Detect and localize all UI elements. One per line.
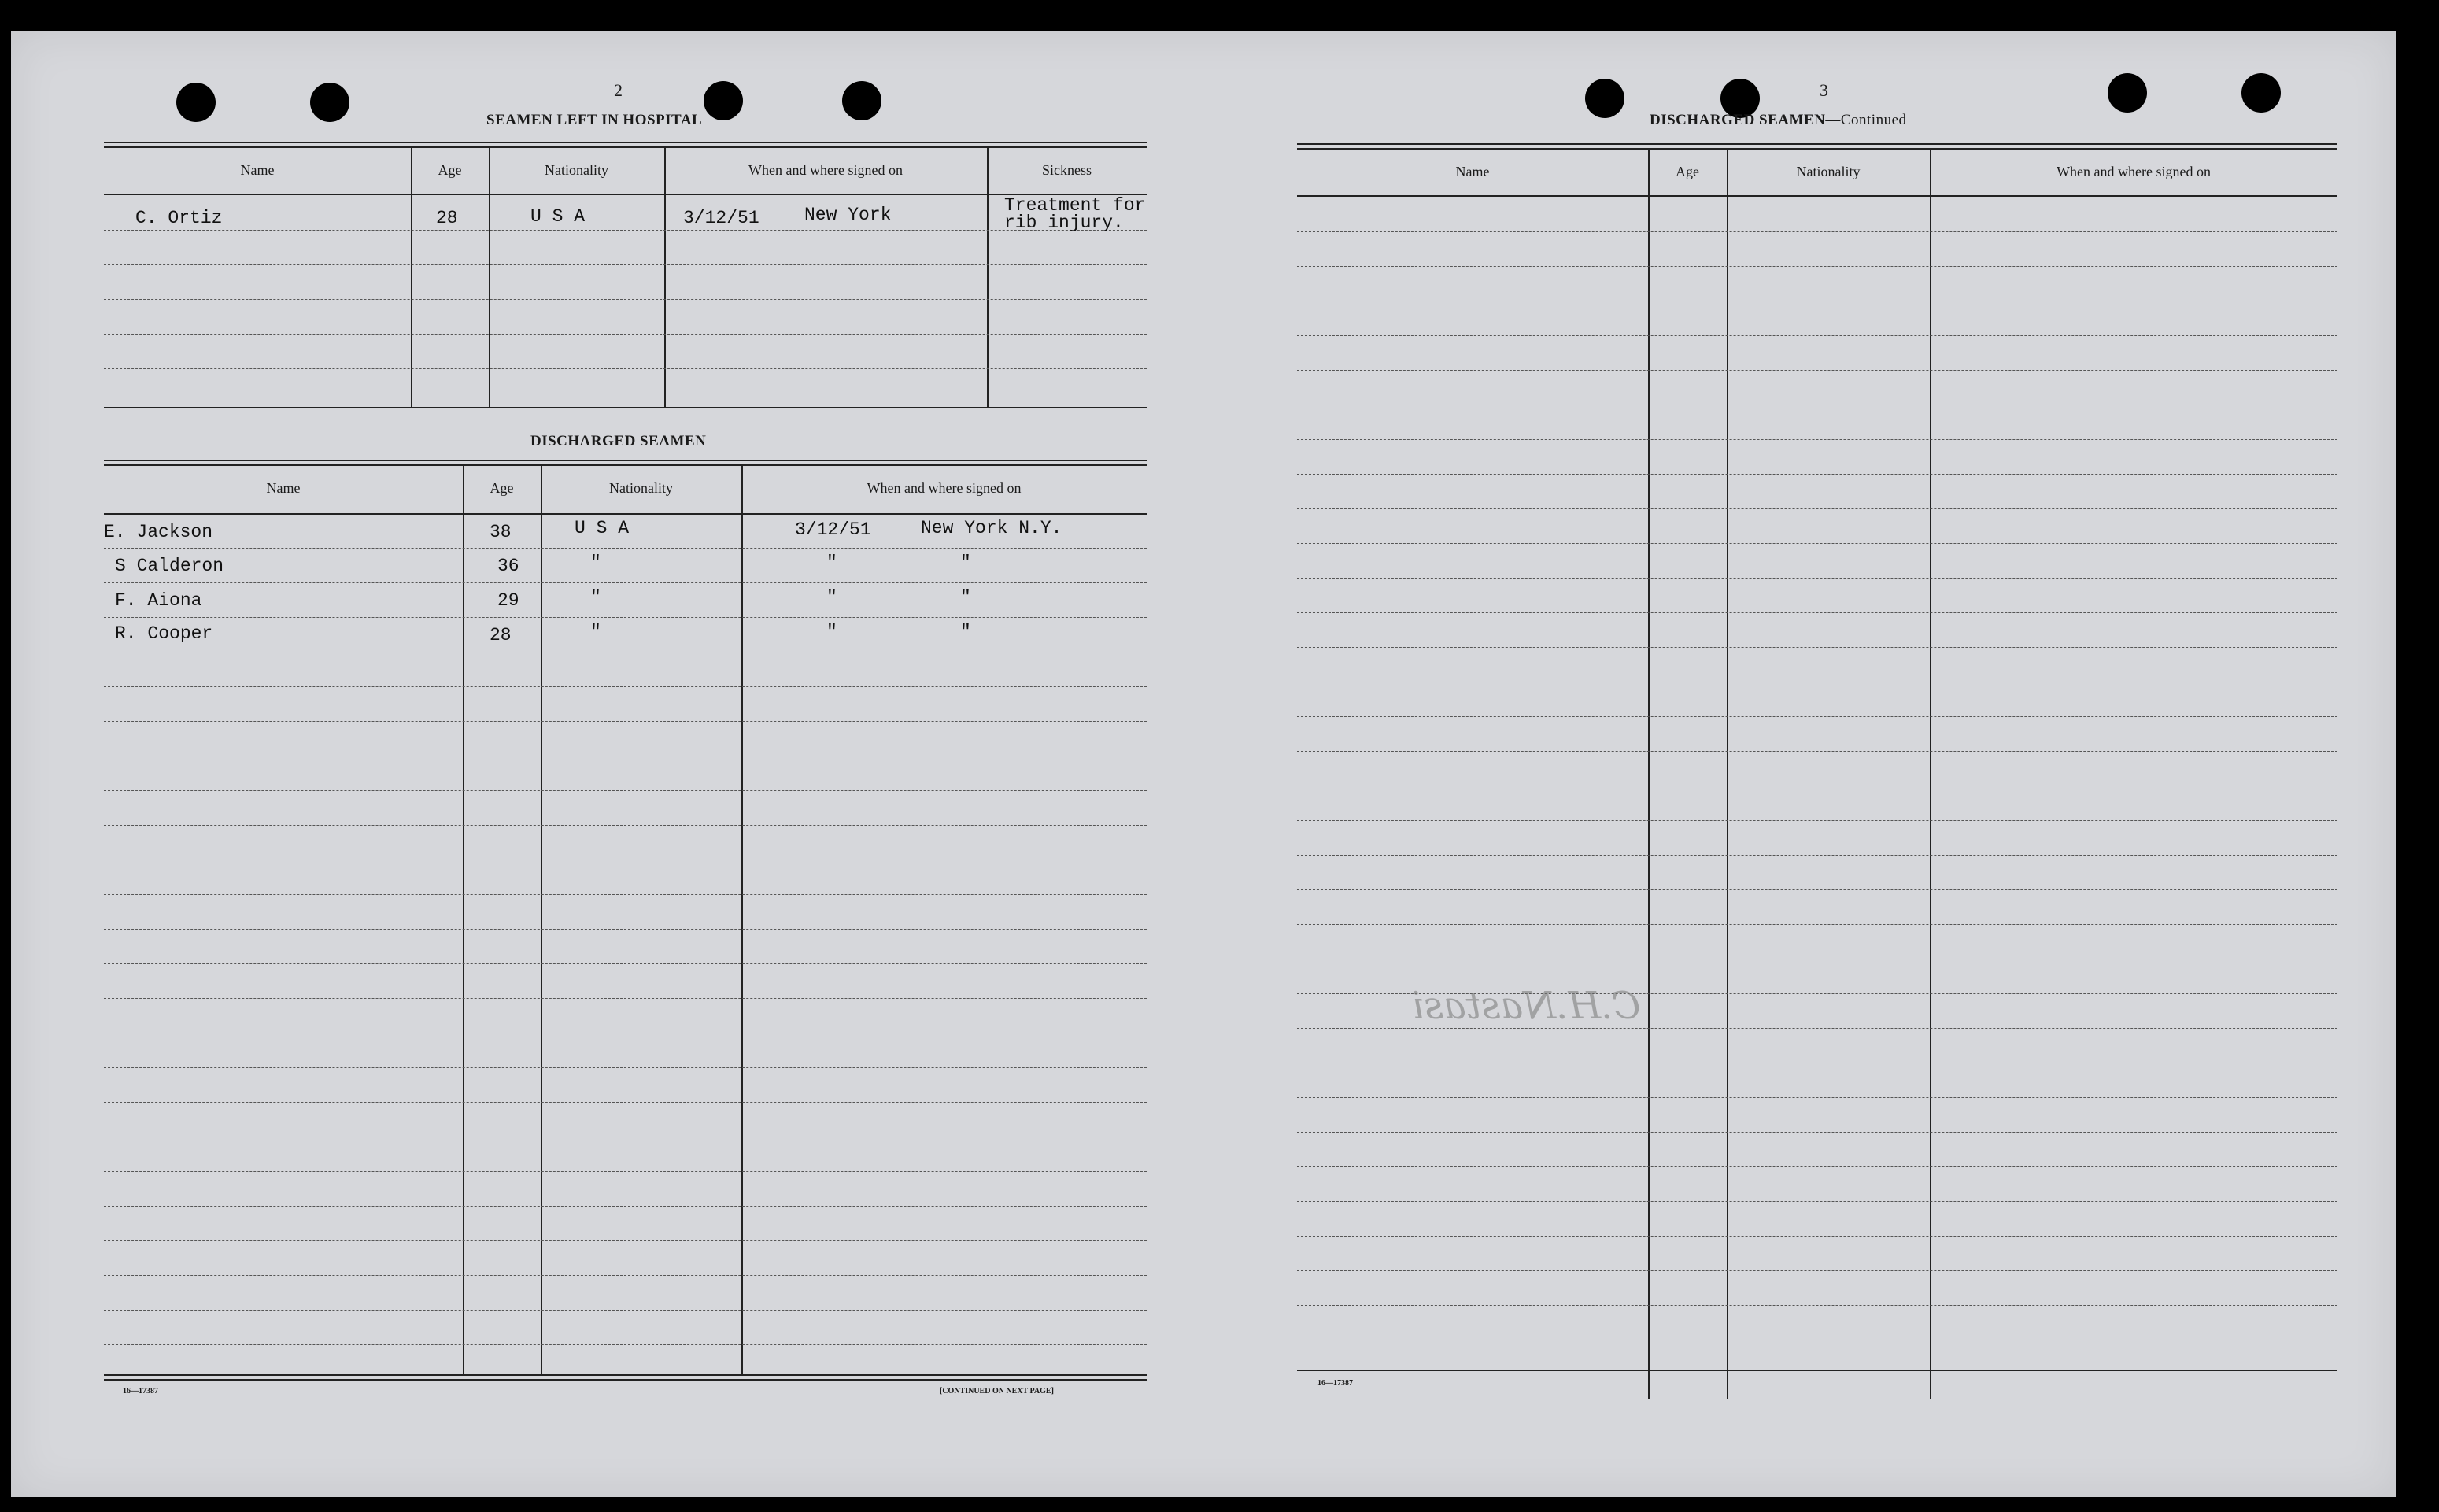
discharged-place: " <box>960 622 971 642</box>
punch-hole <box>2108 73 2147 113</box>
punch-hole <box>704 81 743 120</box>
column-header-name: Name <box>266 480 301 496</box>
ruled-line <box>1297 1097 2337 1098</box>
column-header-nationality: Nationality <box>1796 164 1861 179</box>
rule <box>1297 195 2337 197</box>
ruled-line <box>1297 855 2337 856</box>
discharged-place: New York N.Y. <box>921 518 1062 538</box>
ruled-line <box>104 894 1147 895</box>
hospital-sickness-line1: Treatment for <box>1004 195 1146 216</box>
rule <box>104 460 1147 466</box>
title-continued: —Continued <box>1825 112 1907 128</box>
discharged-place: " <box>960 553 971 573</box>
ruled-line <box>1297 751 2337 752</box>
ruled-line <box>1297 1028 2337 1029</box>
ruled-line <box>104 334 1147 335</box>
column-divider <box>741 464 743 1376</box>
hospital-date: 3/12/51 <box>683 208 759 228</box>
ruled-line <box>1297 335 2337 336</box>
ruled-line <box>1297 647 2337 648</box>
column-header-signed-on: When and where signed on <box>2057 164 2211 179</box>
rule <box>104 194 1147 195</box>
ruled-line <box>1297 578 2337 579</box>
ruled-line <box>1297 820 2337 821</box>
discharged-date: " <box>826 553 837 573</box>
ruled-line <box>104 1067 1147 1068</box>
discharged-date: 3/12/51 <box>795 519 871 540</box>
rule <box>104 513 1147 515</box>
discharged-section-title: DISCHARGED SEAMEN <box>530 433 707 449</box>
column-header-name: Name <box>240 162 275 178</box>
bleed-through-signature: C.H.Nastasi <box>1412 984 1641 1028</box>
ruled-line <box>1297 924 2337 925</box>
discharged-date: " <box>826 622 837 642</box>
column-header-signed-on: When and where signed on <box>748 162 903 178</box>
discharged-name: R. Cooper <box>115 623 213 644</box>
rule <box>104 407 1147 408</box>
ruled-line <box>104 1240 1147 1241</box>
discharged-age: 36 <box>497 556 519 576</box>
hospital-section-title: SEAMEN LEFT IN HOSPITAL <box>486 112 703 128</box>
punch-hole <box>2241 73 2281 113</box>
ruled-line <box>104 1102 1147 1103</box>
page-number-right: 3 <box>1820 80 1828 100</box>
rule <box>104 142 1147 148</box>
rule <box>104 1374 1147 1381</box>
discharged-nationality: " <box>590 622 601 642</box>
discharged-name: F. Aiona <box>115 590 202 611</box>
ruled-line <box>1297 439 2337 440</box>
column-header-age: Age <box>438 162 462 178</box>
discharged-continued-title <box>1650 112 1907 129</box>
ruled-line <box>104 825 1147 826</box>
punch-hole <box>842 81 881 120</box>
ruled-line <box>104 230 1147 231</box>
column-header-age: Age <box>490 480 514 496</box>
hospital-age: 28 <box>436 208 458 228</box>
ruled-line <box>104 686 1147 687</box>
ruled-line <box>104 1171 1147 1172</box>
hospital-nationality: U S A <box>530 206 586 227</box>
column-divider <box>541 464 542 1376</box>
discharged-age: 29 <box>497 590 519 611</box>
column-header-nationality: Nationality <box>609 480 673 496</box>
ruled-line <box>104 963 1147 964</box>
punch-hole <box>310 83 349 122</box>
column-header-sickness: Sickness <box>1042 162 1092 178</box>
ruled-line <box>104 368 1147 369</box>
discharged-age: 28 <box>490 625 512 645</box>
document-sheet <box>11 31 2396 1497</box>
discharged-name: E. Jackson <box>104 522 213 542</box>
ruled-line <box>1297 612 2337 613</box>
punch-hole <box>176 83 216 122</box>
column-header-name: Name <box>1455 164 1490 179</box>
column-header-nationality: Nationality <box>545 162 608 178</box>
ruled-line <box>1297 508 2337 509</box>
form-number-right: 16—17387 <box>1317 1379 1353 1388</box>
title-text: DISCHARGED SEAMEN <box>1650 112 1826 128</box>
ruled-line <box>1297 231 2337 232</box>
ruled-line <box>104 548 1147 549</box>
ruled-line <box>104 264 1147 265</box>
ruled-line <box>104 1275 1147 1276</box>
continued-note: [CONTINUED ON NEXT PAGE] <box>940 1387 1054 1396</box>
discharged-nationality: " <box>590 553 601 573</box>
ruled-line <box>1297 1132 2337 1133</box>
column-header-signed-on: When and where signed on <box>867 480 1022 496</box>
ruled-line <box>1297 370 2337 371</box>
column-divider <box>463 464 464 1376</box>
hospital-name: C. Ortiz <box>135 208 223 228</box>
ruled-line <box>1297 474 2337 475</box>
ruled-line <box>104 721 1147 722</box>
hospital-place: New York <box>804 205 892 225</box>
ruled-line <box>104 1206 1147 1207</box>
ruled-line <box>1297 1201 2337 1202</box>
discharged-nationality: " <box>590 587 601 608</box>
discharged-age: 38 <box>490 522 512 542</box>
punch-hole <box>1585 79 1624 118</box>
discharged-name: S Calderon <box>115 556 224 576</box>
ruled-line <box>1297 266 2337 267</box>
ruled-line <box>1297 1305 2337 1306</box>
ruled-line <box>1297 1166 2337 1167</box>
ruled-line <box>104 929 1147 930</box>
discharged-place: " <box>960 587 971 608</box>
ruled-line <box>1297 1236 2337 1237</box>
ruled-line <box>104 299 1147 300</box>
column-header-age: Age <box>1676 164 1699 179</box>
discharged-nationality: U S A <box>575 518 630 538</box>
ruled-line <box>1297 543 2337 544</box>
ruled-line <box>104 1344 1147 1345</box>
discharged-date: " <box>826 587 837 608</box>
page-number-left: 2 <box>614 80 623 100</box>
ruled-line <box>1297 1270 2337 1271</box>
ruled-line <box>104 617 1147 618</box>
ruled-line <box>104 582 1147 583</box>
ruled-line <box>1297 889 2337 890</box>
ruled-line <box>104 790 1147 791</box>
form-number-left: 16—17387 <box>123 1387 158 1396</box>
ruled-line <box>1297 716 2337 717</box>
rule <box>1297 1370 2337 1371</box>
ruled-line <box>104 1310 1147 1311</box>
hospital-sickness-line2: rib injury. <box>1004 213 1124 233</box>
ruled-line <box>104 998 1147 999</box>
rule <box>1297 143 2337 150</box>
